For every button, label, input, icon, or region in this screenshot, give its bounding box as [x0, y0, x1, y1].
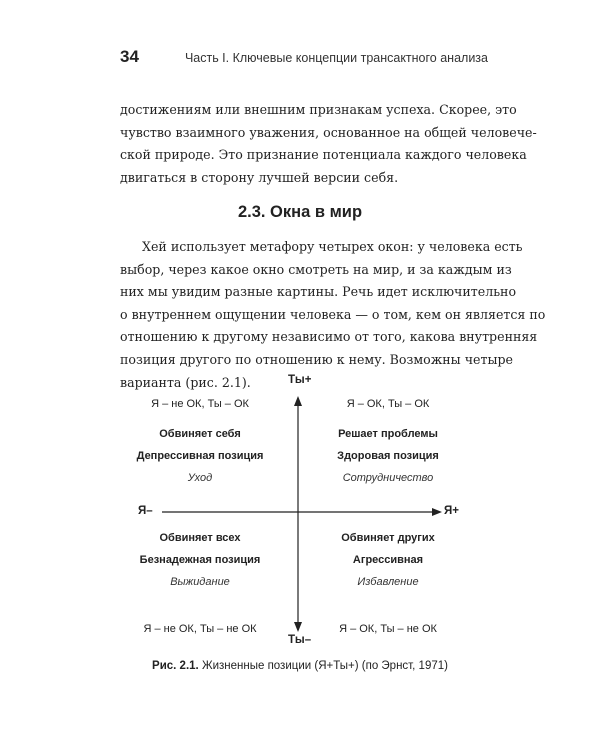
text-line: о внутреннем ощущении человека — о том, кем он является по	[120, 306, 546, 322]
quadrant-state: Агрессивная	[352, 554, 424, 566]
text-line: варианта (рис. 2.1).	[120, 374, 251, 390]
quadrant-position-label: Я – ОК, Ты – ОК	[346, 398, 430, 410]
down-arrow-head	[294, 622, 302, 632]
text-line: них мы увидим разные картины. Речь идет исключительно	[120, 284, 517, 300]
right-arrow-head	[432, 508, 442, 516]
axes-graphic	[120, 372, 490, 660]
paragraph-1	[120, 99, 537, 189]
text-line: выбор, через какое окно смотреть на мир, и за каждым из	[120, 261, 512, 277]
page-header	[120, 47, 488, 69]
quadrant-state: Здоровая позиция	[337, 450, 439, 462]
quadrant-position-label: Я – не ОК, Ты – не ОК	[143, 623, 257, 635]
text-line: чувство взаимного уважения, основанное на общей человече-	[120, 124, 537, 140]
quadrant-position-label: Я – ОК, Ты – не ОК	[339, 623, 437, 635]
up-arrow-head	[294, 396, 302, 406]
page-number: 34	[120, 47, 139, 66]
quadrant-action: Выжидание	[170, 576, 230, 588]
figure-caption	[0, 660, 600, 672]
axis-label-bottom: Ты–	[288, 634, 312, 646]
text-line: отношению к другому независимо от того, какова внутренняя	[120, 329, 538, 345]
quadrant-behavior: Обвиняет себя	[159, 428, 241, 440]
quadrant-action: Сотрудничество	[342, 472, 434, 484]
text-line: двигаться в сторону лучшей версии себя.	[120, 169, 399, 185]
quadrant-action: Избавление	[357, 576, 419, 588]
text-line: достижениям или внешним признакам успеха. Скорее, это	[120, 102, 517, 117]
figure-caption-text: Жизненные позиции (Я+Ты+) (по Эрнст, 1971)	[198, 660, 448, 672]
life-positions-diagram	[120, 372, 490, 660]
axis-label-right: Я+	[444, 505, 459, 517]
axis-label-top: Ты+	[288, 374, 312, 386]
figure-caption-label: Рис. 2.1.	[152, 660, 199, 672]
quadrant-state: Безнадежная позиция	[139, 554, 261, 566]
quadrant-state: Депрессивная позиция	[136, 450, 264, 462]
text-line: Хей использует метафору четырех окон: у человека есть	[142, 239, 523, 254]
section-heading: 2.3. Окна в мир	[237, 203, 363, 221]
text-line: позиция другого по отношению к нему. Возможны четыре	[120, 351, 513, 367]
quadrant-behavior: Решает проблемы	[338, 428, 438, 440]
axis-label-left: Я–	[138, 505, 153, 517]
paragraph-2	[120, 236, 546, 394]
quadrant-behavior: Обвиняет всех	[159, 532, 241, 544]
quadrant-action: Уход	[187, 472, 213, 484]
running-title: Часть I. Ключевые концепции трансактного анализа	[184, 51, 488, 65]
quadrant-behavior: Обвиняет других	[341, 532, 435, 544]
text-line: ской природе. Это признание потенциала каждого человека	[120, 147, 527, 163]
quadrant-position-label: Я – не ОК, Ты – ОК	[151, 398, 249, 410]
